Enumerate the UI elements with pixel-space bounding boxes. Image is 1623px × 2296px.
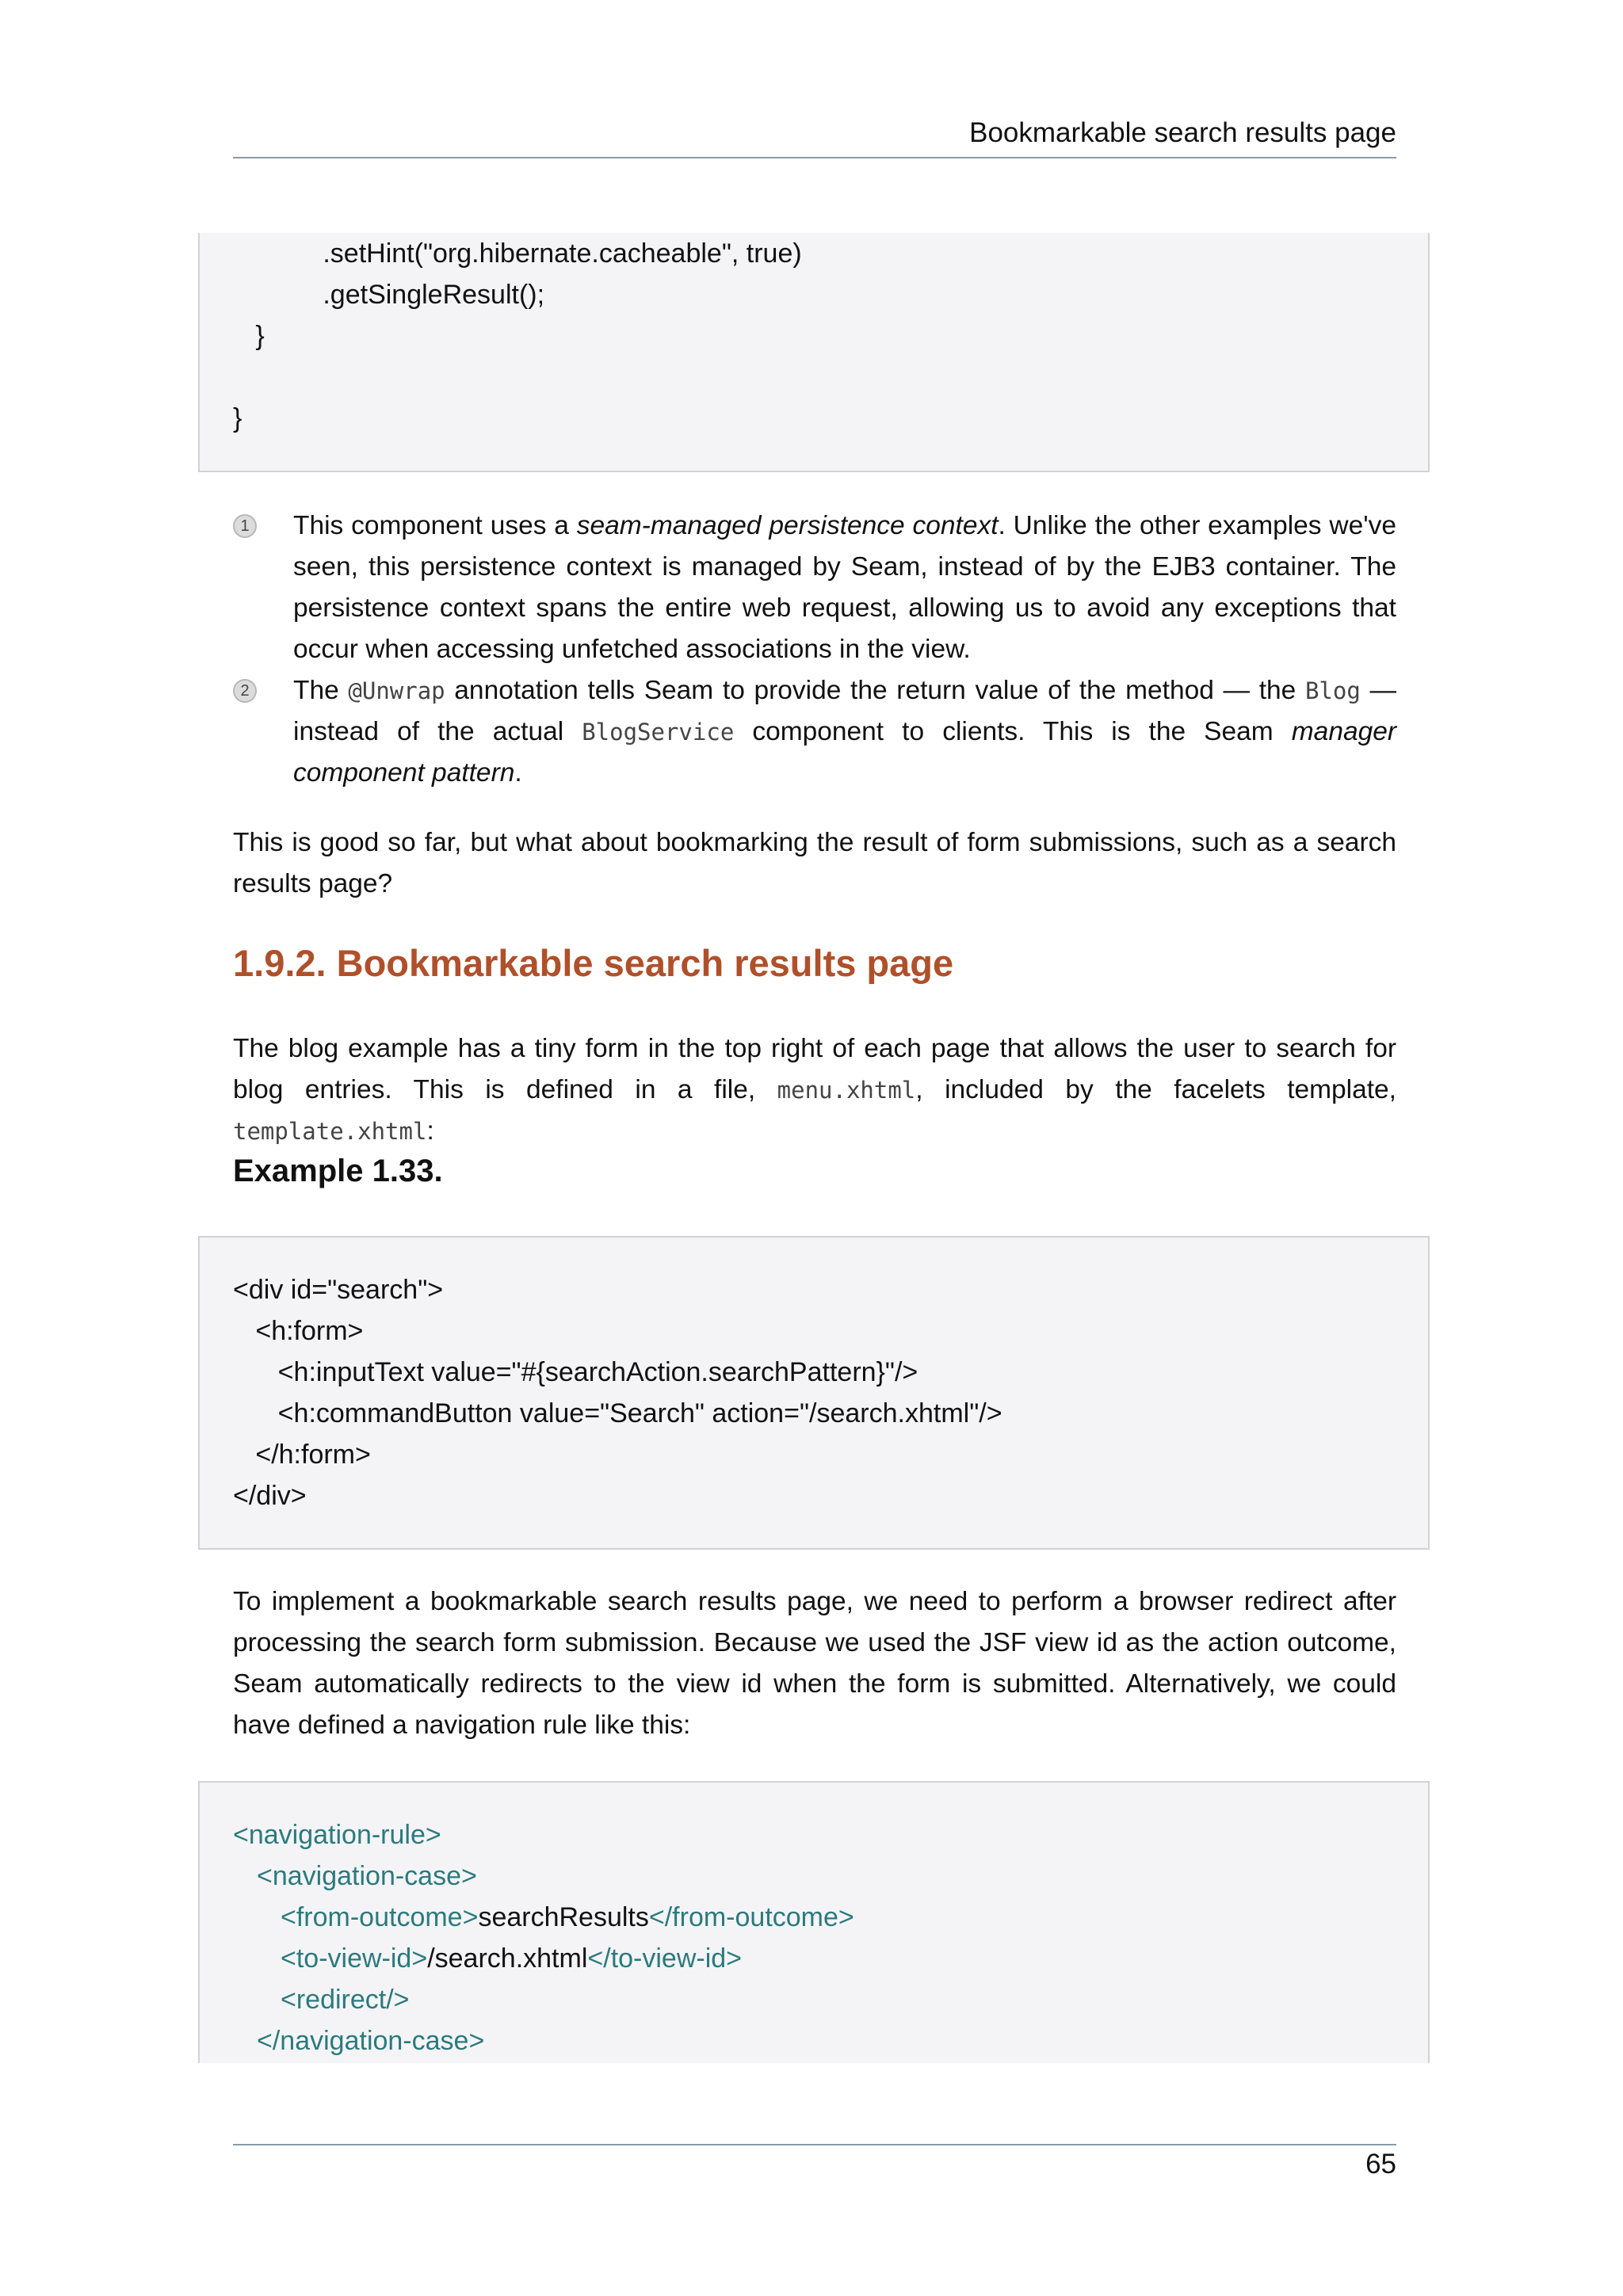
inline-code: template.xhtml [233, 1118, 427, 1145]
code-block-continued [198, 233, 1430, 472]
callout-text: This component uses a seam-managed persistence context. Unlike the other examples we've seen, this persistence context is managed by Seam, instead of by the EJB3 container. The persistence context spans the entire web request, allowing us to avoid any exceptions that occur when accessing unfetched associations in the view. [293, 511, 1396, 664]
paragraph: The blog example has a tiny form in the top right of each page that allows the user to search for blog entries. This is defined in a file, menu.xhtml, included by the facelets template, template.xhtml: [233, 1034, 1396, 1146]
code-line: <h:commandButton value="Search" action="/search.xhtml"/> [233, 1398, 1002, 1428]
callout-text: The @Unwrap annotation tells Seam to provide the return value of the method — the Blog — instead of the actual BlogService component to clients. This is the Seam manager component pattern. [293, 676, 1396, 788]
code-line: } [233, 403, 242, 433]
header-rule [233, 157, 1396, 158]
code-line: <navigation-case> [257, 1861, 477, 1891]
footer-rule [233, 2144, 1396, 2145]
example-heading: Example 1.33. [233, 1154, 443, 1188]
code-line: <from-outcome>searchResults</from-outcome> [281, 1902, 854, 1932]
paragraph: This is good so far, but what about bookmarking the result of form submissions, such as a search results page? [233, 828, 1396, 898]
code-line: .setHint("org.hibernate.cacheable", true) [233, 238, 802, 269]
code-line: </navigation-case> [257, 2026, 485, 2056]
code-line: <redirect/> [281, 1985, 410, 2015]
code-line: </h:form> [233, 1440, 371, 1470]
page-number: 65 [1365, 2149, 1396, 2180]
code-line: <h:form> [233, 1316, 364, 1346]
inline-code: BlogService [582, 719, 735, 746]
paragraph: To implement a bookmarkable search results page, we need to perform a browser redirect after processing the search form submission. Because we used the JSF view id as the action outcome, Seam automatically redirects to the view id when the form is submitted. Alternatively, we could have defined a navigation rule like this: [233, 1587, 1396, 1740]
code-block-example [198, 1236, 1430, 1550]
inline-code: Blog [1304, 677, 1361, 704]
code-line: <div id="search"> [233, 1275, 444, 1305]
callout-badge: 2 [233, 679, 257, 703]
code-line: } [233, 321, 265, 351]
code-line: <to-view-id>/search.xhtml</to-view-id> [281, 1943, 743, 1974]
inline-code: menu.xhtml [777, 1077, 916, 1104]
section-heading: 1.9.2. Bookmarkable search results page [233, 942, 954, 984]
code-line: </div> [233, 1481, 307, 1511]
inline-code: @Unwrap [348, 677, 445, 704]
callout-badge: 1 [233, 514, 257, 538]
code-line: .getSingleResult(); [233, 280, 545, 310]
code-line: <h:inputText value="#{searchAction.searchPattern}"/> [233, 1357, 918, 1387]
code-line: <navigation-rule> [233, 1820, 441, 1850]
running-header: Bookmarkable search results page [969, 117, 1396, 148]
code-block-navigation-rule [198, 1781, 1430, 2063]
